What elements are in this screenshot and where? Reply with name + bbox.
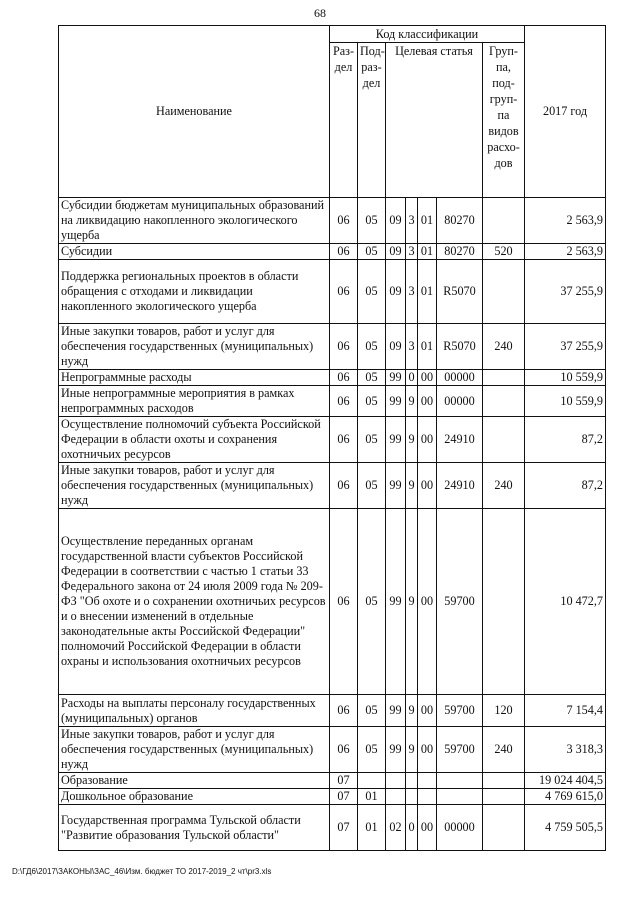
row-target-event: 00	[418, 417, 437, 463]
row-subsection: 05	[358, 324, 386, 370]
row-expense-group	[483, 773, 525, 789]
row-target-subprogram: 9	[406, 727, 418, 773]
row-name: Дошкольное образование	[59, 789, 330, 805]
row-expense-group	[483, 805, 525, 851]
row-amount: 4 759 505,5	[525, 805, 606, 851]
row-target-program: 99	[386, 370, 406, 386]
row-target-direction: 80270	[437, 244, 483, 260]
row-section: 06	[330, 370, 358, 386]
row-section: 06	[330, 198, 358, 244]
file-path-footer: D:\ГД6\2017\ЗАКОНЫ\ЗАС_46\Изм. бюджет ТО 2017-2019_2 чт\pr3.xls	[12, 867, 272, 876]
row-target-direction: R5070	[437, 260, 483, 324]
row-name: Субсидии бюджетам муниципальных образований на ликвидацию накопленного экологического ущерба	[59, 198, 330, 244]
row-subsection: 01	[358, 789, 386, 805]
row-subsection: 05	[358, 260, 386, 324]
table-row	[59, 198, 606, 244]
row-expense-group	[483, 509, 525, 695]
row-amount: 87,2	[525, 417, 606, 463]
row-section: 07	[330, 773, 358, 789]
row-name: Иные закупки товаров, работ и услуг для обеспечения государственных (муниципальных) нужд	[59, 324, 330, 370]
row-target-direction	[437, 773, 483, 789]
row-target-subprogram	[406, 789, 418, 805]
row-amount: 37 255,9	[525, 324, 606, 370]
row-target-event: 01	[418, 244, 437, 260]
table-row	[59, 463, 606, 509]
header-classification-code: Код классификации	[330, 26, 525, 43]
header-subsection: Под- раз- дел	[358, 43, 386, 198]
row-target-event: 00	[418, 370, 437, 386]
row-target-program: 99	[386, 695, 406, 727]
row-expense-group	[483, 370, 525, 386]
row-section: 07	[330, 789, 358, 805]
row-expense-group	[483, 417, 525, 463]
row-amount: 10 472,7	[525, 509, 606, 695]
row-subsection: 05	[358, 244, 386, 260]
row-subsection: 05	[358, 417, 386, 463]
row-expense-group	[483, 789, 525, 805]
row-target-event	[418, 773, 437, 789]
row-name: Образование	[59, 773, 330, 789]
row-amount: 10 559,9	[525, 386, 606, 417]
row-target-subprogram: 9	[406, 417, 418, 463]
row-target-subprogram: 9	[406, 695, 418, 727]
header-year: 2017 год	[525, 26, 606, 198]
row-target-event: 01	[418, 260, 437, 324]
row-name: Осуществление переданных органам государственной власти субъектов Российской Федерации в соответствии с частью 1 статьи 33 Федерального закона от 24 июля 2009 года № 209-ФЗ "Об охоте и о сохранении охотничьих ресурсов и о внесении изменений в отдельные законодательные акты Российской Федерации" полномочий Российской Федерации в области охраны и использования охотничьих ресурсов	[59, 509, 330, 695]
row-target-subprogram: 0	[406, 805, 418, 851]
table-row	[59, 509, 606, 695]
row-name: Субсидии	[59, 244, 330, 260]
row-target-program: 09	[386, 244, 406, 260]
row-name: Расходы на выплаты персоналу государственных (муниципальных) органов	[59, 695, 330, 727]
row-target-subprogram: 3	[406, 198, 418, 244]
row-amount: 37 255,9	[525, 260, 606, 324]
row-name: Иные непрограммные мероприятия в рамках непрограммных расходов	[59, 386, 330, 417]
row-target-subprogram	[406, 773, 418, 789]
row-target-subprogram: 3	[406, 324, 418, 370]
table-row	[59, 727, 606, 773]
row-target-direction: 59700	[437, 695, 483, 727]
row-expense-group: 240	[483, 324, 525, 370]
row-subsection: 05	[358, 509, 386, 695]
header-name: Наименование	[59, 26, 330, 198]
table-row	[59, 260, 606, 324]
header-target-article: Целевая статья	[386, 43, 483, 198]
row-target-program	[386, 773, 406, 789]
row-target-event: 00	[418, 727, 437, 773]
row-amount: 19 024 404,5	[525, 773, 606, 789]
row-target-program: 99	[386, 463, 406, 509]
row-section: 06	[330, 417, 358, 463]
header-section: Раз- дел	[330, 43, 358, 198]
header-row-top	[59, 26, 606, 43]
row-target-direction	[437, 789, 483, 805]
row-target-program: 09	[386, 260, 406, 324]
row-target-direction: 59700	[437, 727, 483, 773]
row-section: 06	[330, 695, 358, 727]
row-target-program: 09	[386, 324, 406, 370]
page-number: 68	[314, 6, 326, 20]
row-target-program: 99	[386, 509, 406, 695]
row-target-subprogram: 3	[406, 260, 418, 324]
row-target-direction: 00000	[437, 370, 483, 386]
header-expense-group: Груп- па, под- груп- па видов расхо- дов	[483, 43, 525, 198]
row-subsection: 05	[358, 695, 386, 727]
row-expense-group	[483, 198, 525, 244]
row-subsection: 05	[358, 727, 386, 773]
table-row	[59, 805, 606, 851]
table-row	[59, 324, 606, 370]
row-name: Непрограммные расходы	[59, 370, 330, 386]
row-amount: 3 318,3	[525, 727, 606, 773]
row-target-program	[386, 789, 406, 805]
row-section: 06	[330, 509, 358, 695]
row-amount: 87,2	[525, 463, 606, 509]
row-subsection: 05	[358, 463, 386, 509]
row-name: Иные закупки товаров, работ и услуг для обеспечения государственных (муниципальных) нужд	[59, 727, 330, 773]
row-amount: 4 769 615,0	[525, 789, 606, 805]
row-section: 07	[330, 805, 358, 851]
row-expense-group: 520	[483, 244, 525, 260]
row-section: 06	[330, 244, 358, 260]
row-target-event: 01	[418, 198, 437, 244]
row-expense-group	[483, 386, 525, 417]
row-target-event: 00	[418, 386, 437, 417]
row-target-program: 99	[386, 386, 406, 417]
row-target-subprogram: 9	[406, 509, 418, 695]
row-section: 06	[330, 386, 358, 417]
table-row	[59, 370, 606, 386]
row-target-event: 00	[418, 695, 437, 727]
row-expense-group: 240	[483, 463, 525, 509]
table-row	[59, 386, 606, 417]
row-target-direction: 59700	[437, 509, 483, 695]
row-section: 06	[330, 727, 358, 773]
row-target-subprogram: 3	[406, 244, 418, 260]
row-name: Государственная программа Тульской области "Развитие образования Тульской области"	[59, 805, 330, 851]
row-amount: 2 563,9	[525, 198, 606, 244]
row-expense-group: 240	[483, 727, 525, 773]
row-name: Иные закупки товаров, работ и услуг для обеспечения государственных (муниципальных) нужд	[59, 463, 330, 509]
row-amount: 10 559,9	[525, 370, 606, 386]
row-target-program: 09	[386, 198, 406, 244]
row-amount: 2 563,9	[525, 244, 606, 260]
row-target-event: 00	[418, 463, 437, 509]
row-target-direction: 80270	[437, 198, 483, 244]
row-target-subprogram: 9	[406, 463, 418, 509]
row-section: 06	[330, 324, 358, 370]
row-target-subprogram: 0	[406, 370, 418, 386]
row-section: 06	[330, 260, 358, 324]
row-name: Поддержка региональных проектов в области обращения с отходами и ликвидации накопленного экологического ущерба	[59, 260, 330, 324]
row-target-event: 01	[418, 324, 437, 370]
row-amount: 7 154,4	[525, 695, 606, 727]
row-name: Осуществление полномочий субъекта Российской Федерации в области охоты и сохранения охотничьих ресурсов	[59, 417, 330, 463]
row-target-direction: R5070	[437, 324, 483, 370]
row-expense-group	[483, 260, 525, 324]
row-expense-group: 120	[483, 695, 525, 727]
budget-table	[58, 25, 606, 851]
table-row	[59, 417, 606, 463]
row-target-program: 99	[386, 417, 406, 463]
row-target-direction: 24910	[437, 463, 483, 509]
row-subsection: 05	[358, 370, 386, 386]
row-target-direction: 24910	[437, 417, 483, 463]
row-target-direction: 00000	[437, 805, 483, 851]
row-subsection: 05	[358, 198, 386, 244]
row-target-event: 00	[418, 509, 437, 695]
row-subsection: 01	[358, 805, 386, 851]
table-row	[59, 773, 606, 789]
row-target-program: 99	[386, 727, 406, 773]
row-target-subprogram: 9	[406, 386, 418, 417]
row-target-event: 00	[418, 805, 437, 851]
row-subsection	[358, 773, 386, 789]
row-subsection: 05	[358, 386, 386, 417]
row-target-event	[418, 789, 437, 805]
row-target-program: 02	[386, 805, 406, 851]
table-row	[59, 789, 606, 805]
table-row	[59, 695, 606, 727]
row-target-direction: 00000	[437, 386, 483, 417]
table-row	[59, 244, 606, 260]
row-section: 06	[330, 463, 358, 509]
